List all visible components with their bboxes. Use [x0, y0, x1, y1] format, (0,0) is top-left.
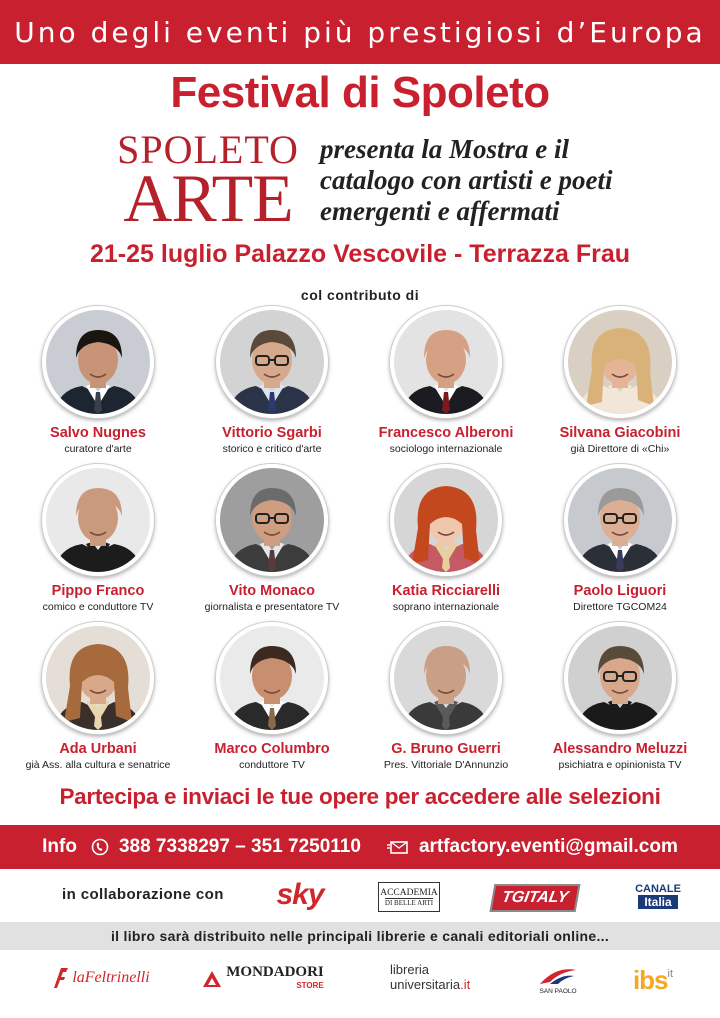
person-role: conduttore TV — [239, 759, 305, 771]
person-name: Vito Monaco — [229, 583, 315, 599]
distribution-bar — [0, 922, 720, 950]
event-dates: 21-25 luglio Palazzo Vescovile - Terrazza Frau — [89, 240, 631, 268]
accademia-logo: ACCADEMIA DI BELLE ARTI — [378, 882, 440, 912]
info-bar — [0, 825, 720, 869]
phone-icon — [91, 838, 109, 856]
mondadori-logo: MONDADORI STORE — [190, 962, 335, 996]
person-role: già Ass. alla cultura e senatrice — [25, 759, 171, 771]
email-icon — [387, 839, 409, 855]
person-card — [356, 306, 536, 455]
person-role: soprano internazionale — [392, 601, 500, 613]
portrait-image — [568, 310, 672, 414]
person-photo — [42, 306, 154, 418]
tagline-line-3: emergenti e affermati — [320, 196, 560, 226]
feltrinelli-logo: laFeltrinelli — [50, 963, 152, 993]
person-card — [530, 306, 710, 455]
portrait-image — [394, 468, 498, 572]
person-name: Marco Columbro — [214, 741, 330, 757]
person-card — [8, 464, 188, 613]
person-name: Paolo Liguori — [573, 583, 667, 599]
person-name: Katia Ricciarelli — [392, 583, 500, 599]
call-to-action: Partecipa e inviaci le tue opere per accedere alle selezioni — [59, 784, 661, 809]
canale-italia-logo: CANALE Italia — [635, 883, 681, 909]
person-role: Pres. Vittoriale D'Annunzio — [383, 759, 509, 771]
person-card — [182, 622, 362, 771]
ibs-logo: ibs it — [632, 964, 674, 995]
person-name: Francesco Alberoni — [378, 425, 514, 441]
person-role: giornalista e presentatore TV — [204, 601, 340, 613]
person-photo — [564, 306, 676, 418]
person-role: sociologo internazionale — [389, 443, 503, 455]
libreria-universitaria-logo: libreria universitaria.it — [390, 962, 471, 992]
spoleto-arte-logo-top: SPOLETO — [117, 127, 299, 172]
person-photo — [564, 622, 676, 734]
portrait-image — [46, 626, 150, 730]
portrait-image — [568, 626, 672, 730]
person-card — [356, 464, 536, 613]
portrait-image — [394, 310, 498, 414]
contributors-label: col contributo di — [300, 287, 420, 303]
person-card — [182, 464, 362, 613]
person-name: Ada Urbani — [59, 741, 137, 757]
person-role: già Direttore di «Chi» — [570, 443, 670, 455]
phone-numbers[interactable]: 388 7338297 – 351 7250110 — [118, 836, 361, 857]
person-photo — [42, 622, 154, 734]
spoleto-arte-logo-bottom: ARTE — [123, 160, 293, 236]
person-photo — [390, 306, 502, 418]
person-role: Direttore TGCOM24 — [573, 601, 667, 613]
person-name: Silvana Giacobini — [559, 425, 681, 441]
portrait-image — [220, 468, 324, 572]
tagline-line-1: presenta la Mostra e il — [320, 134, 570, 164]
person-card — [530, 464, 710, 613]
person-name: Vittorio Sgarbi — [222, 425, 322, 441]
tagline — [320, 134, 680, 227]
person-photo — [564, 464, 676, 576]
person-role: curatore d'arte — [64, 443, 132, 455]
collaboration-label: in collaborazione con — [62, 886, 224, 903]
san-paolo-logo: SAN PAOLO — [530, 960, 586, 998]
person-photo — [216, 306, 328, 418]
person-card — [8, 622, 188, 771]
san-paolo-swoosh-icon — [536, 964, 580, 988]
email-address[interactable]: artfactory.eventi@gmail.com — [418, 836, 678, 857]
banner-text: Uno degli eventi più prestigiosi d’Europa — [14, 15, 706, 49]
person-card — [8, 306, 188, 455]
portrait-image — [568, 468, 672, 572]
distribution-text: il libro sarà distribuito nelle principali librerie e canali editoriali online... — [110, 928, 610, 944]
person-photo — [390, 464, 502, 576]
sky-logo: sky — [276, 878, 324, 911]
portrait-image — [46, 310, 150, 414]
portrait-image — [220, 310, 324, 414]
mondadori-triangle-icon — [201, 969, 223, 989]
person-photo — [216, 464, 328, 576]
person-photo — [216, 622, 328, 734]
person-photo — [390, 622, 502, 734]
person-role: comico e conduttore TV — [42, 601, 154, 613]
page-title: Festival di Spoleto — [170, 68, 550, 117]
person-name: G. Bruno Guerri — [391, 741, 501, 757]
feltrinelli-f-icon — [52, 966, 70, 990]
person-card — [182, 306, 362, 455]
person-name: Alessandro Meluzzi — [552, 741, 688, 757]
tgitaly-logo: TGITALY — [490, 884, 581, 912]
person-name: Salvo Nugnes — [50, 425, 146, 441]
top-banner — [0, 0, 720, 64]
portrait-image — [220, 626, 324, 730]
person-card — [530, 622, 710, 771]
person-role: psichiatra e opinionista TV — [558, 759, 682, 771]
info-label: Info — [42, 836, 77, 857]
person-name: Pippo Franco — [51, 583, 145, 599]
tagline-line-2: catalogo con artisti e poeti — [320, 165, 613, 195]
person-photo — [42, 464, 154, 576]
portrait-image — [46, 468, 150, 572]
person-role: storico e critico d'arte — [222, 443, 322, 455]
person-card — [356, 622, 536, 771]
portrait-image — [394, 626, 498, 730]
